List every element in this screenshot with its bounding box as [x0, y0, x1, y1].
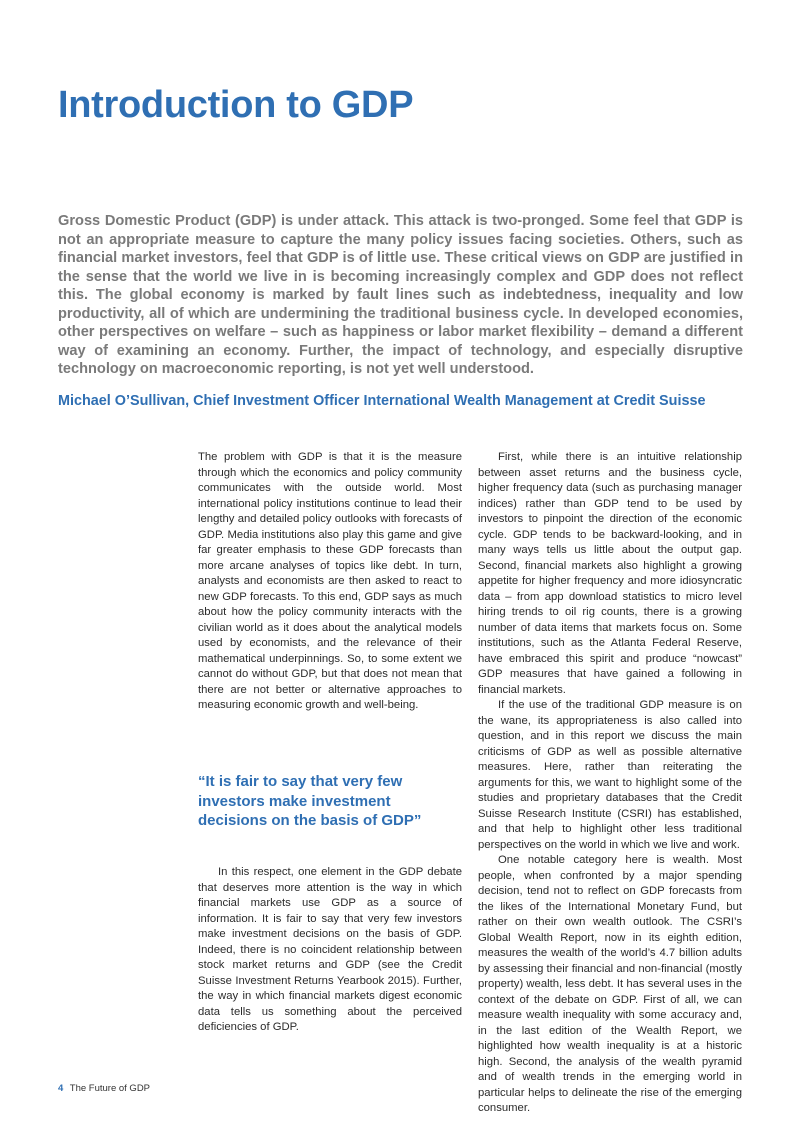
page-title: Introduction to GDP: [58, 84, 414, 126]
right-paragraph-2: If the use of the traditional GDP measure is on the wane, its appropriateness is also called into question, and in this report we discuss the main criticisms of GDP as well as possible alternative measures. Here, rather than reiterating the arguments for this, we want to highlight some of the studies and proprietary databases that the Credit Suisse Research Institute (CSRI) has established, and that help to highlight other less traditional perspectives on the world in which we live and work.: [478, 699, 742, 851]
author-byline: Michael O’Sullivan, Chief Investment Officer International Wealth Management at Credit Suisse: [58, 393, 706, 409]
left-column-lower: [198, 865, 462, 1036]
right-column: [478, 450, 742, 1117]
pull-quote: “It is fair to say that very few investors make investment decisions on the basis of GDP”: [198, 773, 422, 829]
right-paragraph-3: One notable category here is wealth. Most people, when confronted by a major spending decision, tend not to reflect on GDP forecasts from the likes of the International Monetary Fund, but rather on their own wealth outlook. The CSRI’s Global Wealth Report, now in its eighth edition, measures the wealth of the world’s 4.7 billion adults by assessing their financial and non-financial (mostly property) wealth, less debt. It has several uses in the context of the debate on GDP. First of all, we can measure wealth inequality with some accuracy and, in the last edition of the Wealth Report, we highlighted how wealth inequality is at a historic high. Second, the analysis of the wealth pyramid and of wealth trends in the emerging world in particular helps to delineate the rise of the emerging consumer.: [478, 854, 742, 1114]
right-paragraph-1: First, while there is an intuitive relationship between asset returns and the business cycle, higher frequency data (such as purchasing manager indices) rather than GDP tend to be used by investors to pinpoint the direction of the economic cycle. GDP tends to be backward-looking, and in many ways tells us little about the output gap. Second, financial markets also highlight a growing appetite for higher frequency and more idiosyncratic data – from app download statistics to micro level hiring trends to oil rig counts, there is a growing number of data items that markets focus on. Some institutions, such as the Atlanta Federal Reserve, have embraced this spirit and produce “nowcast” GDP measures that have gained a following in financial markets.: [478, 451, 742, 696]
page-footer: [58, 1083, 150, 1094]
left-column: [198, 450, 462, 714]
publication-title: The Future of GDP: [69, 1083, 151, 1094]
left-paragraph-2: In this respect, one element in the GDP debate that deserves more attention is the way in which financial markets use GDP as a source of information. It is fair to say that very few investors make investment decisions on the basis of GDP. Indeed, there is no coincident relationship between stock market returns and GDP (see the Credit Suisse Investment Returns Yearbook 2015). Further, the way in which financial markets digest economic data tells us something about the perceived deficiencies of GDP.: [198, 866, 462, 1033]
page-number: 4: [58, 1083, 64, 1094]
left-paragraph-1: The problem with GDP is that it is the measure through which the economics and policy community communicates with the outside world. Most international policy institutions continue to lead their lengthy and detailed policy outlooks with forecasts of GDP. Media institutions also play this game and give far greater emphasis to these GDP forecasts than more arcane analyses of topics like debt. In turn, analysts and economists are then asked to react to new GDP forecasts. To this end, GDP says as much about how the policy community interacts with the civilian world as it does about the analytical models used by economists, and the relevance of their mathematical underpinnings. So, to some extent we cannot do without GDP, but that does not mean that there are not better or alternative approaches to measuring economic growth and well-being.: [198, 451, 462, 711]
lead-paragraph: Gross Domestic Product (GDP) is under attack. This attack is two-pronged. Some feel that GDP is not an appropriate measure to capture the many policy issues facing societies. Others, such as financial market investors, feel that GDP is of little use. These critical views on GDP are justified in the sense that the world we live in is becoming increasingly complex and GDP does not reflect this. The global economy is marked by fault lines such as indebtedness, inequality and low productivity, all of which are undermining the traditional business cycle. In developed economies, other perspectives on welfare – such as happiness or labor market flexibility – demand a different way of examining an economy. Further, the impact of technology, and especially disruptive technology on macroeconomic reporting, is not yet well understood.: [58, 213, 743, 377]
